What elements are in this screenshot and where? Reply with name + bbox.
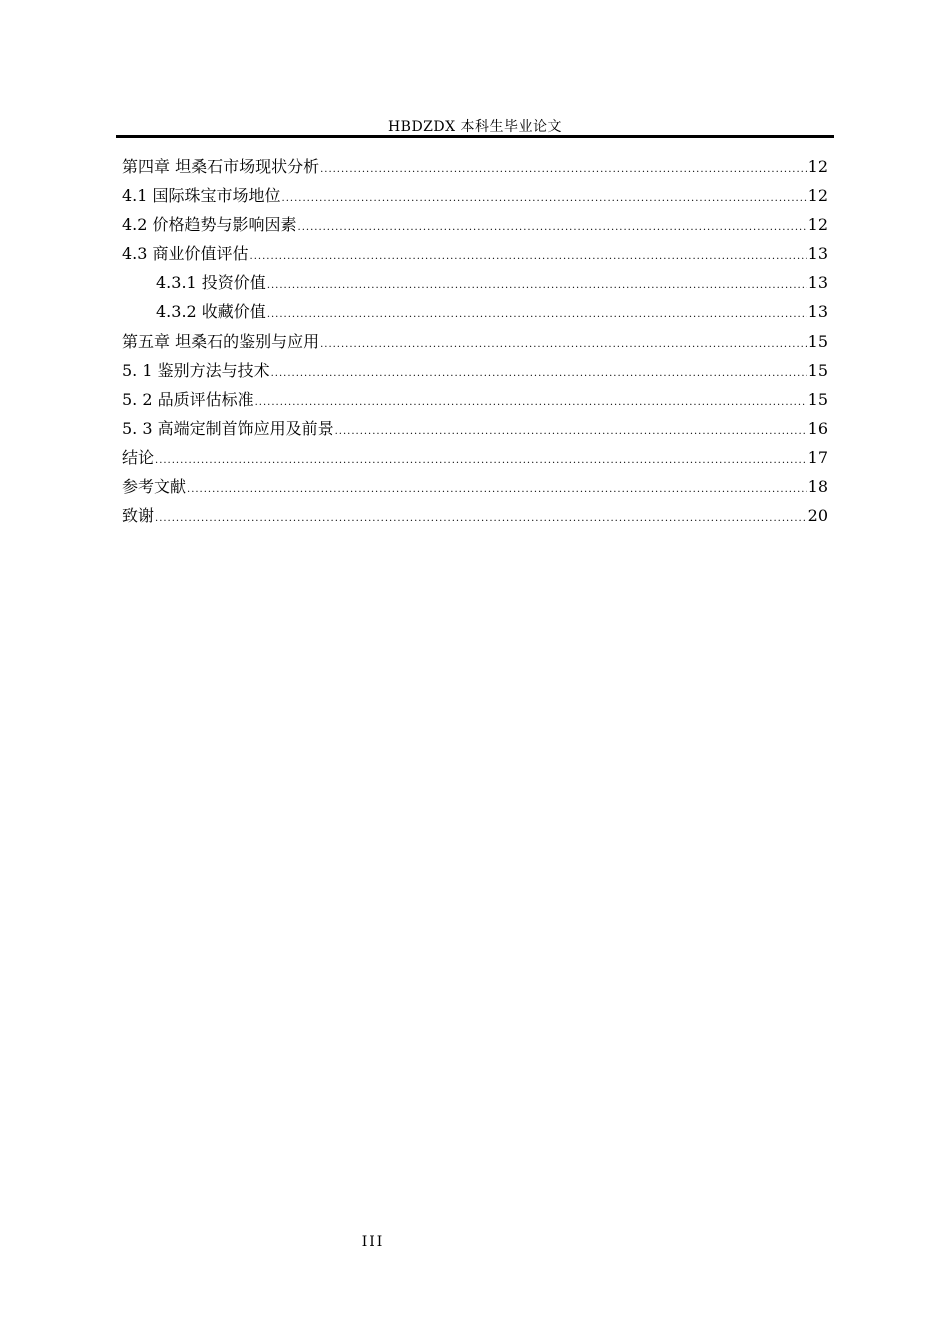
page-number: III xyxy=(361,1234,385,1250)
dot-leader xyxy=(155,504,807,533)
toc-entry[interactable] xyxy=(122,239,828,268)
toc-entry[interactable] xyxy=(122,327,828,356)
toc-entry[interactable] xyxy=(122,385,828,414)
toc-entry[interactable] xyxy=(122,501,828,530)
dot-leader xyxy=(255,388,807,417)
toc-subentry[interactable] xyxy=(122,268,828,297)
header-rule xyxy=(116,135,834,138)
toc-entry[interactable] xyxy=(122,472,828,501)
toc-entry-page: 12 xyxy=(807,186,828,206)
toc-entry-page: 13 xyxy=(807,302,828,322)
toc-entry-page: 15 xyxy=(807,331,828,351)
toc-entry-label: 5. 2 品质评估标准 xyxy=(122,389,254,409)
toc-entry-page: 12 xyxy=(807,157,828,176)
toc-entry-label: 4.3 商业价值评估 xyxy=(122,244,249,264)
dot-leader xyxy=(335,417,807,446)
dot-leader xyxy=(282,184,807,213)
toc-entry-label: 4.3.2 收藏价值 xyxy=(156,302,266,322)
toc-entry-page: 13 xyxy=(807,273,828,293)
toc-entry-label: 5. 1 鉴别方法与技术 xyxy=(122,360,270,380)
dot-leader xyxy=(271,359,807,388)
toc-entry-page: 17 xyxy=(807,447,828,467)
dot-leader xyxy=(155,446,807,475)
toc-entry-page: 15 xyxy=(807,389,828,409)
toc-entry-label: 结论 xyxy=(122,447,155,467)
toc-entry[interactable] xyxy=(122,414,828,443)
table-of-contents xyxy=(122,152,828,530)
toc-entry[interactable] xyxy=(122,181,828,210)
dot-leader xyxy=(267,300,807,329)
toc-entry-label: 致谢 xyxy=(122,506,155,526)
running-header: HBDZDX 本科生毕业论文 xyxy=(387,119,563,135)
toc-entry-label: 5. 3 高端定制首饰应用及前景 xyxy=(122,418,334,438)
toc-entry-label: 4.1 国际珠宝市场地位 xyxy=(122,186,281,206)
toc-entry[interactable] xyxy=(122,210,828,239)
toc-subentry[interactable] xyxy=(122,297,828,326)
dot-leader xyxy=(320,330,807,359)
toc-entry-page: 15 xyxy=(807,360,828,380)
toc-entry[interactable] xyxy=(122,356,828,385)
toc-entry-page: 20 xyxy=(807,506,828,526)
toc-entry-label: 第五章 坦桑石的鉴别与应用 xyxy=(122,331,320,351)
toc-entry-page: 12 xyxy=(807,215,828,235)
toc-entry-page: 13 xyxy=(807,244,828,264)
dot-leader xyxy=(320,155,807,184)
toc-entry-label: 第四章 坦桑石市场现状分析 xyxy=(122,157,320,176)
dot-leader xyxy=(250,242,807,271)
toc-entry[interactable] xyxy=(122,152,828,181)
dot-leader xyxy=(187,475,807,504)
toc-entry-page: 16 xyxy=(807,418,828,438)
toc-entry[interactable] xyxy=(122,443,828,472)
toc-entry-page: 18 xyxy=(807,477,828,497)
toc-entry-label: 4.3.1 投资价值 xyxy=(156,273,266,293)
toc-entry-label: 参考文献 xyxy=(122,477,187,497)
toc-entry-label: 4.2 价格趋势与影响因素 xyxy=(122,215,297,235)
dot-leader xyxy=(267,271,807,300)
dot-leader xyxy=(298,213,807,242)
